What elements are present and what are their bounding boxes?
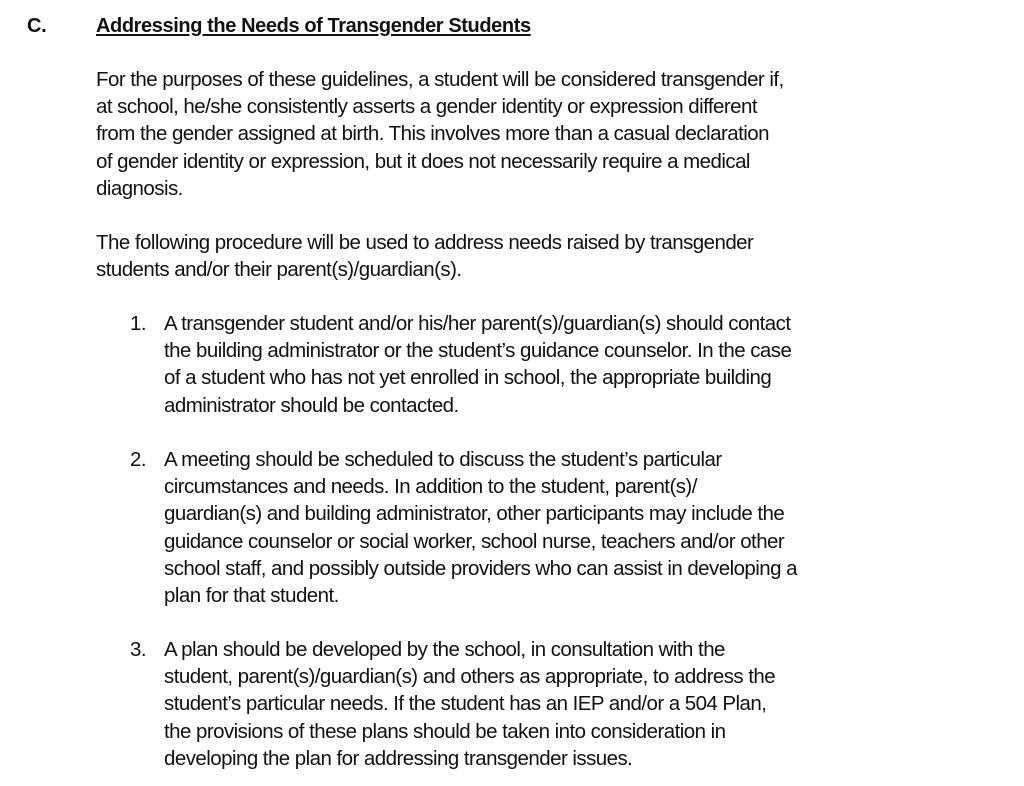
list-item-line: school staff, and possibly outside providers who can assist in developing a bbox=[164, 556, 797, 580]
paragraph-line: from the gender assigned at birth. This involves more than a casual declaration bbox=[96, 122, 769, 146]
list-item-line: A meeting should be scheduled to discuss the student’s particular bbox=[164, 448, 722, 471]
paragraph-line: The following procedure will be used to address needs raised by transgender bbox=[96, 231, 754, 254]
list-item-number: 2. bbox=[130, 448, 146, 471]
paragraph-line: students and/or their parent(s)/guardian(s). bbox=[96, 258, 462, 282]
procedure-intro-paragraph bbox=[96, 229, 753, 283]
paragraph-line: at school, he/she consistently asserts a gender identity or expression different bbox=[96, 95, 757, 119]
list-item-number: 3. bbox=[130, 638, 146, 661]
paragraph-line: of gender identity or expression, but it does not necessarily require a medical bbox=[96, 149, 750, 173]
list-item-line: guidance counselor or social worker, school nurse, teachers and/or other bbox=[164, 529, 785, 553]
section-title: Addressing the Needs of Transgender Students bbox=[96, 15, 531, 37]
list-item-line: plan for that student. bbox=[164, 584, 339, 608]
definition-paragraph bbox=[96, 66, 784, 202]
list-item-line: of a student who has not yet enrolled in school, the appropriate building bbox=[164, 366, 772, 390]
list-item-line: student, parent(s)/guardian(s) and others as appropriate, to address the bbox=[164, 665, 776, 689]
list-item-line: the building administrator or the student’s guidance counselor. In the case bbox=[164, 339, 792, 363]
list-item-line: the provisions of these plans should be taken into consideration in bbox=[164, 719, 726, 743]
list-item-line: administrator should be contacted. bbox=[164, 393, 459, 417]
list-item-line: circumstances and needs. In addition to the student, parent(s)/ bbox=[164, 475, 697, 499]
paragraph-line: For the purposes of these guidelines, a student will be considered transgender if, bbox=[96, 68, 784, 91]
list-item-body bbox=[164, 310, 791, 419]
list-item-line: student’s particular needs. If the student has an IEP and/or a 504 Plan, bbox=[164, 692, 767, 716]
list-item-line: A transgender student and/or his/her parent(s)/guardian(s) should contact bbox=[164, 312, 791, 335]
list-item-line: guardian(s) and building administrator, other participants may include the bbox=[164, 502, 785, 526]
list-item-line: developing the plan for addressing transgender issues. bbox=[164, 746, 633, 770]
section-label: C. bbox=[27, 15, 47, 37]
list-item-body bbox=[164, 446, 797, 609]
list-item-number: 1. bbox=[130, 312, 146, 335]
list-item-body bbox=[164, 636, 775, 772]
list-item-line: A plan should be developed by the school, in consultation with the bbox=[164, 638, 725, 661]
paragraph-line: diagnosis. bbox=[96, 176, 183, 200]
